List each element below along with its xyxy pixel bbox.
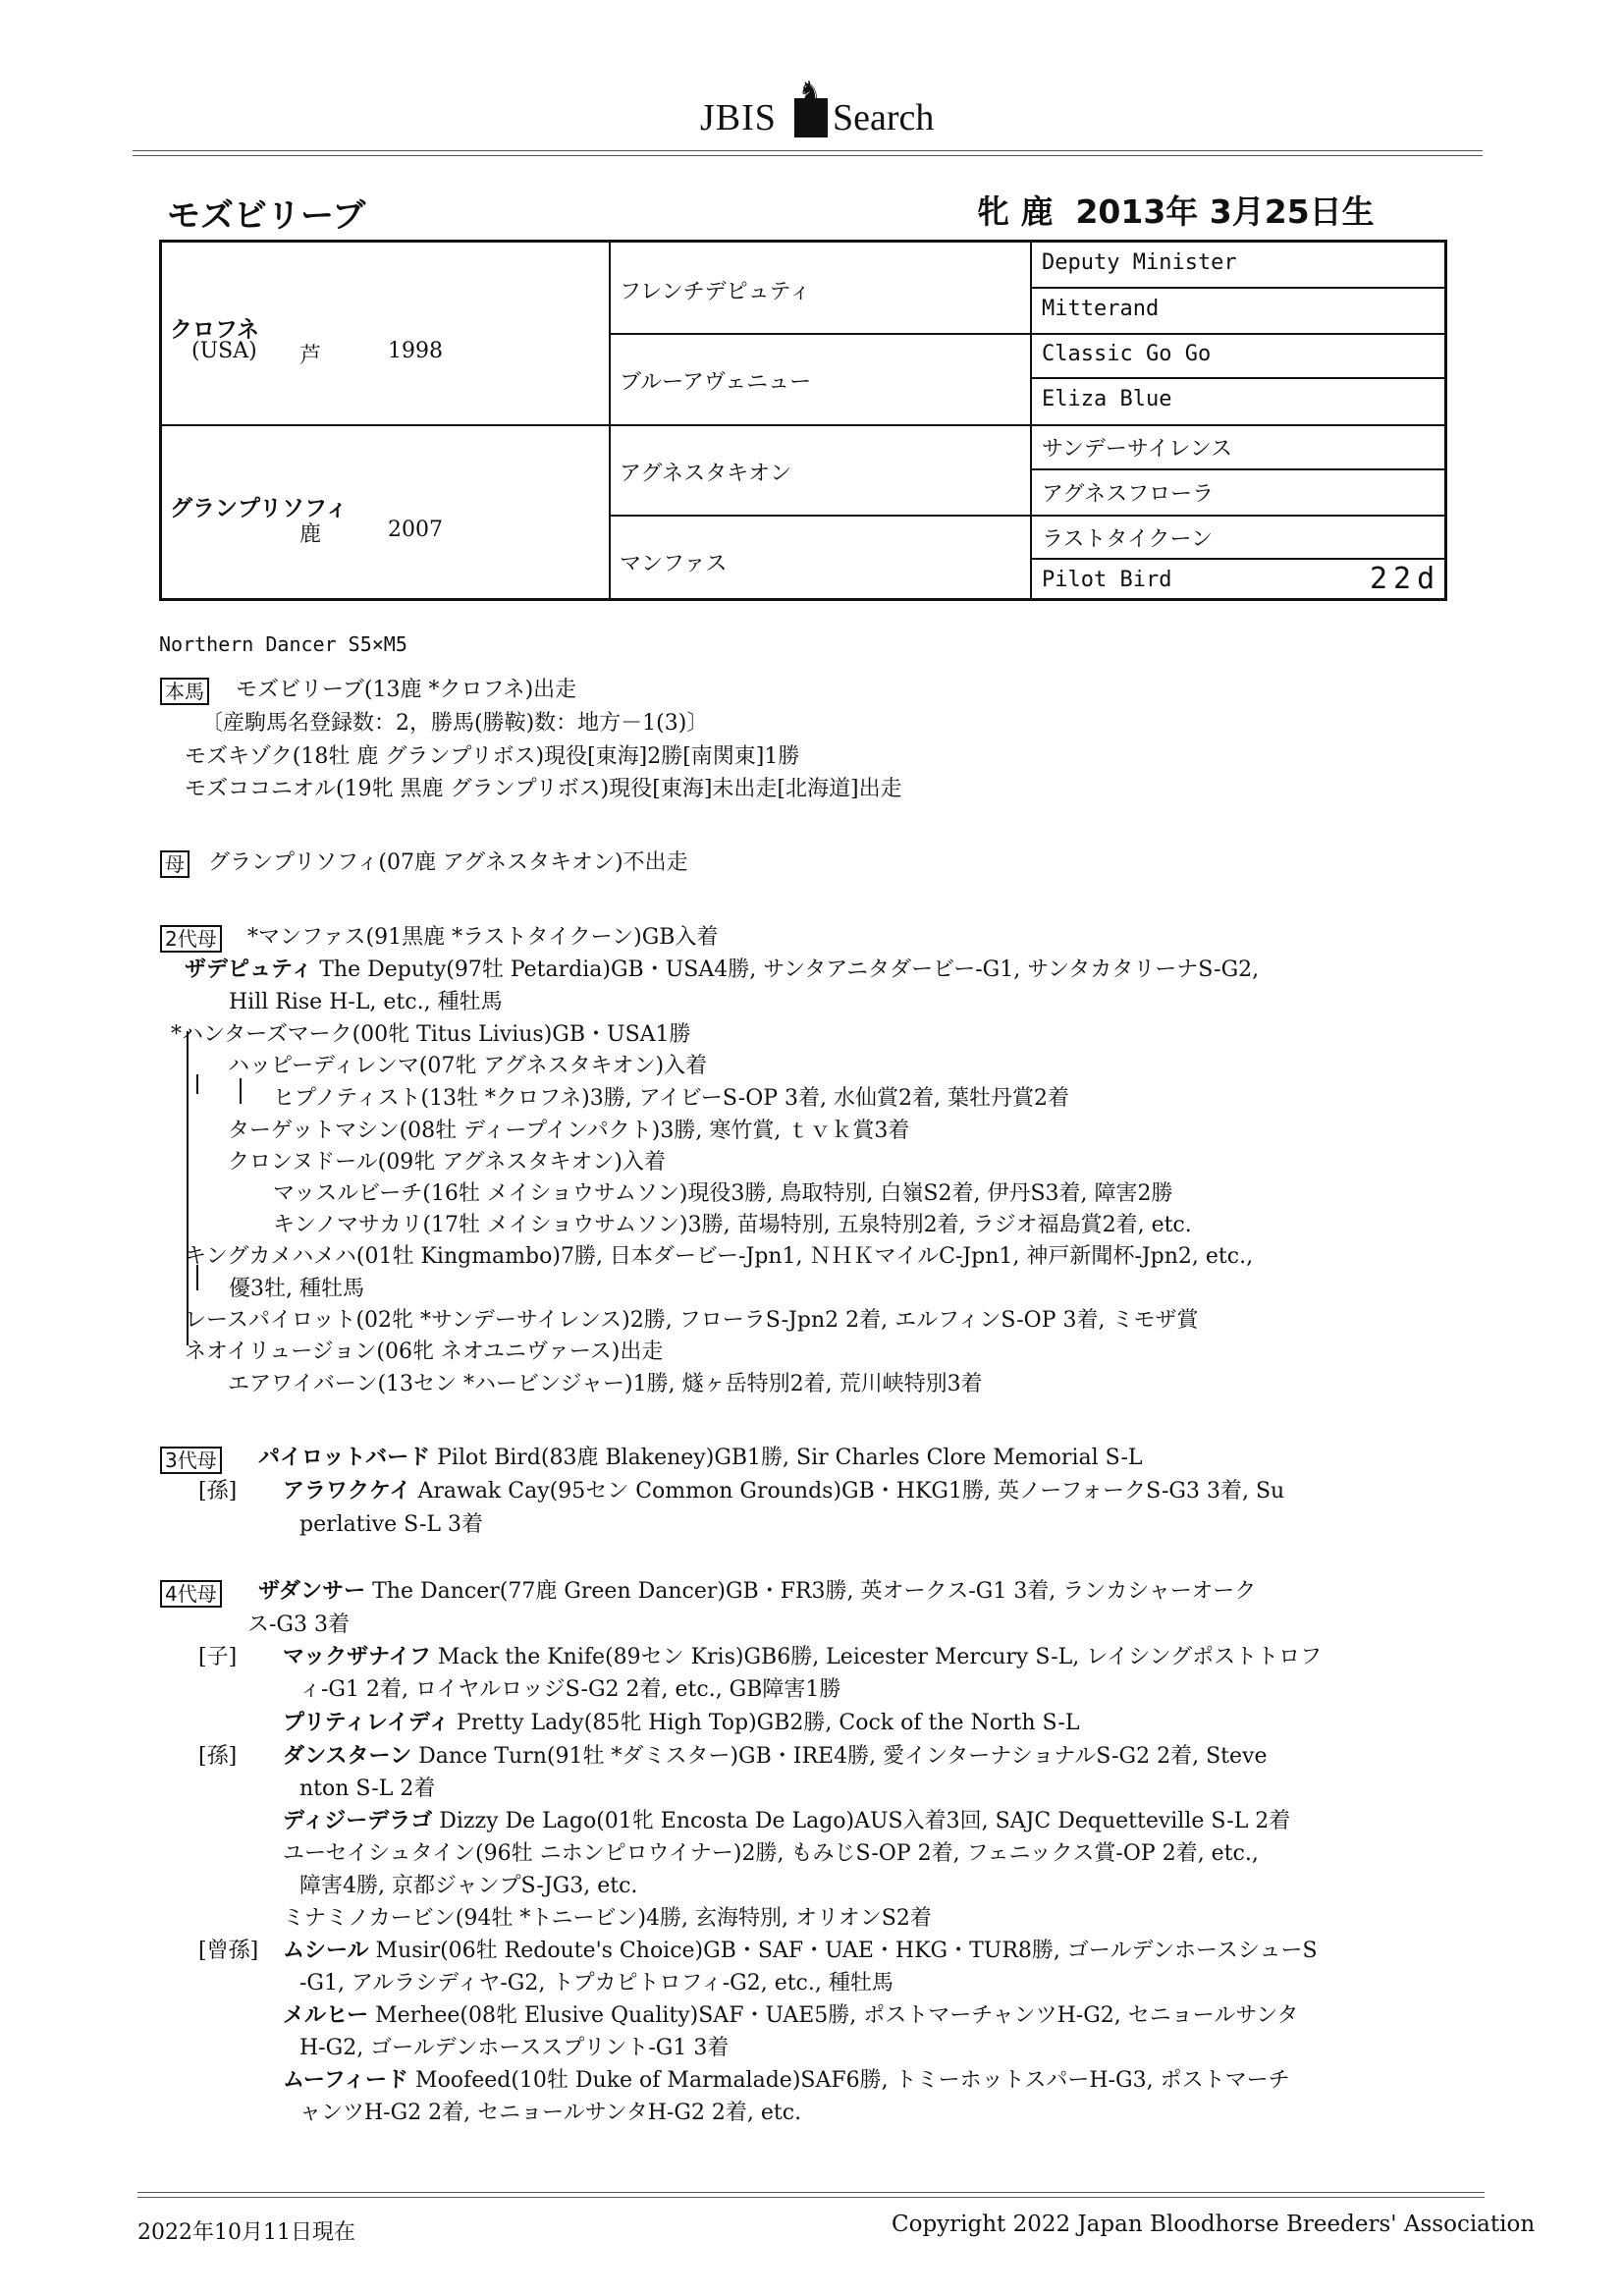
2nd-dam-grandprogeny: クロンヌドール(09牝 アグネスタキオン)入着: [228, 1150, 666, 1175]
horse-name-bold: ザデピュティ: [185, 957, 313, 982]
4th-dam-greatgrandprogeny: ムーフィード Moofeed(10牡 Duke of Marmalade)SAF6勝, トミーホットスパーH-G3, ポストマーチ: [283, 2068, 1290, 2093]
section-tag-honba: 本馬: [160, 678, 209, 705]
pedigree-table: [159, 240, 1447, 601]
2nd-dam-greatgrandprogeny: キンノマサカリ(17牡 メイショウサムソン)3勝, 苗場特別, 五泉特別2着, ラジオ福島賞2着, etc.: [273, 1213, 1192, 1237]
horse-name: モズビリーブ: [167, 196, 366, 236]
4th-dam-grandprogeny: ユーセイシュタイン(96牡 ニホンピロウイナー)2勝, もみじS-OP 2着, フェニックス賞-OP 2着, etc.,: [283, 1841, 1259, 1866]
horse-name-bold: プリティレイディ: [283, 1711, 451, 1735]
2nd-dam-progeny: 優3牡, 種牡馬: [229, 1277, 364, 1301]
section-tag-4th-dam: 4代母: [160, 1580, 222, 1608]
4th-dam-progeny: プリティレイディ Pretty Lady(85牝 High Top)GB2勝, Cock of the North S-L: [283, 1711, 1080, 1735]
section-tag-2nd-dam: 2代母: [160, 925, 222, 953]
dam-year: 2007: [388, 518, 443, 542]
pedigree-gen2-1: フレンチデピュティ: [620, 280, 811, 304]
offspring-line: モズキゾク(18牡 鹿 グランプリボス)現役[東海]2勝[南関東]1勝: [185, 744, 800, 769]
4th-dam-grandprogeny: ダンスターン Dance Turn(91牡 *ダミスター)GB・IRE4勝, 愛インターナショナルS-G2 2着, Steve: [283, 1744, 1268, 1769]
horse-name-bold: ザダンサー: [258, 1579, 366, 1604]
3rd-dam-grandprogeny: perlative S-L 3着: [299, 1512, 484, 1537]
4th-dam-progeny: ィ-G1 2着, ロイヤルロッジS-G2 2着, etc., GB障害1勝: [299, 1677, 841, 1702]
child-label: [子]: [198, 1645, 238, 1669]
horse-name-bold: アラワクケイ: [283, 1479, 411, 1503]
logo-horse-icon: ♞: [798, 77, 822, 106]
3rd-dam-line: パイロットバード Pilot Bird(83鹿 Blakeney)GB1勝, Sir Charles Clore Memorial S-L: [258, 1446, 1143, 1470]
pedigree-gen3-2: Mitterand: [1042, 297, 1160, 321]
2nd-dam-progeny: ザデピュティ The Deputy(97牡 Petardia)GB・USA4勝, サンタアニタダービー-G1, サンタカタリーナS-G2,: [185, 957, 1260, 982]
4th-dam-greatgrandprogeny: H-G2, ゴールデンホーススプリント-G1 3着: [299, 2036, 730, 2060]
4th-dam-greatgrandprogeny: メルヒー Merhee(08牝 Elusive Quality)SAF・UAE5勝, ポストマーチャンツH-G2, セニョールサンタ: [283, 2003, 1299, 2028]
2nd-dam-progeny: ネオイリュージョン(06牝 ネオユニヴァース)出走: [185, 1339, 664, 1364]
2nd-dam-progeny: Hill Rise H-L, etc., 種牡馬: [229, 990, 503, 1014]
4th-dam-line: ス-G3 3着: [247, 1613, 350, 1637]
pedigree-gen3-5: サンデーサイレンス: [1042, 437, 1233, 462]
footer-copyright: Copyright 2022 Japan Bloodhorse Breeders' Association: [892, 2212, 1536, 2237]
pedigree-gen3-3: Classic Go Go: [1042, 342, 1212, 366]
sire-origin: (USA): [191, 339, 257, 363]
2nd-dam-greatgrandprogeny: マッスルビーチ(16牡 メイショウサムソン)現役3勝, 鳥取特別, 白嶺S2着, 伊丹S3着, 障害2勝: [273, 1181, 1173, 1206]
honba-line: モズビリーブ(13鹿 *クロフネ)出走: [236, 678, 577, 702]
horse-name-bold: ムシール: [283, 1939, 369, 1963]
footer-date: 2022年10月11日現在: [137, 2220, 355, 2245]
pedigree-gen3-4: Eliza Blue: [1042, 387, 1172, 411]
2nd-dam-grandprogeny: エアワイバーン(13セン *ハービンジャー)1勝, 燧ヶ岳特別2着, 荒川峡特別3着: [228, 1372, 983, 1396]
pedigree-gen3-8: Pilot Bird: [1042, 568, 1172, 592]
sire-color: 芦: [299, 344, 322, 368]
2nd-dam-progeny: *ハンターズマーク(00牝 Titus Livius)GB・USA1勝: [171, 1022, 691, 1047]
family-number: 22d: [1370, 562, 1441, 596]
inbreeding-note: Northern Dancer S5×M5: [159, 632, 407, 656]
2nd-dam-grandprogeny: ハッピーディレンマ(07牝 アグネスタキオン)入着: [228, 1054, 708, 1078]
horse-name-bold: マックザナイフ: [283, 1645, 431, 1669]
great-grand-label: [曾孫]: [198, 1939, 259, 1963]
grand-label: [孫]: [198, 1744, 238, 1769]
pedigree-gen3-1: Deputy Minister: [1042, 250, 1237, 275]
4th-dam-greatgrandprogeny: -G1, アルラシディヤ-G2, トプカピトロフィ-G2, etc., 種牡馬: [299, 1971, 893, 1995]
horse-name-bold: メルヒー: [283, 2003, 369, 2028]
2nd-dam-grandprogeny: ターゲットマシン(08牡 ディープインパクト)3勝, 寒竹賞, ｔｖｋ賞3着: [228, 1119, 910, 1143]
2nd-dam-progeny: レースパイロット(02牝 *サンデーサイレンス)2勝, フローラS-Jpn2 2着, エルフィンS-OP 3着, ミモザ賞: [185, 1308, 1199, 1333]
dam-line: グランプリソフィ(07鹿 アグネスタキオン)不出走: [208, 850, 688, 875]
pedigree-gen2-3: アグネスタキオン: [620, 462, 792, 486]
2nd-dam-grandprogeny: ヒプノティスト(13牡 *クロフネ)3勝, アイビーS-OP 3着, 水仙賞2着, 葉牡丹賞2着: [273, 1086, 1069, 1111]
pedigree-gen2-2: ブルーアヴェニュー: [620, 370, 812, 395]
sire-year: 1998: [388, 339, 443, 363]
footer-divider: [137, 2192, 1485, 2198]
pedigree-gen3-7: ラストタイクーン: [1042, 527, 1214, 552]
horse-name-bold: ムーフィード: [283, 2068, 409, 2093]
dam-name: グランプリソフィ: [170, 496, 349, 521]
3rd-dam-grandprogeny: アラワクケイ Arawak Cay(95セン Common Grounds)GB・HKG1勝, 英ノーフォークS-G3 3着, Su: [283, 1479, 1285, 1503]
4th-dam-grandprogeny: 障害4勝, 京都ジャンプS-JG3, etc.: [299, 1874, 638, 1898]
section-tag-haha: 母: [160, 850, 189, 878]
horse-name-bold: パイロットバード: [258, 1446, 431, 1470]
4th-dam-progeny: マックザナイフ Mack the Knife(89セン Kris)GB6勝, Leicester Mercury S-L, レイシングポストトロフ: [283, 1645, 1323, 1669]
2nd-dam-line: *マンファス(91黒鹿 *ラストタイクーン)GB入着: [247, 925, 719, 950]
header-divider: [133, 150, 1483, 156]
pedigree-gen3-6: アグネスフローラ: [1042, 482, 1215, 507]
4th-dam-grandprogeny: ミナミノカービン(94牡 *トニービン)4勝, 玄海特別, オリオンS2着: [283, 1906, 932, 1931]
4th-dam-grandprogeny: ディジーデラゴ Dizzy De Lago(01牝 Encosta De Lago)AUS入着3回, SAJC Dequetteville S-L 2着: [283, 1809, 1291, 1833]
horse-name-bold: ダンスターン: [283, 1744, 412, 1769]
section-tag-3rd-dam: 3代母: [160, 1447, 222, 1474]
logo-jbis-text: JBIS: [700, 97, 777, 138]
horse-name-bold: ディジーデラゴ: [283, 1809, 433, 1833]
horse-sex-color-birthdate: 牝 鹿 2013年 3月25日生: [977, 192, 1375, 231]
4th-dam-greatgrandprogeny: ャンツH-G2 2着, セニョールサンタH-G2 2着, etc.: [299, 2101, 802, 2125]
offspring-summary: 〔産駒馬名登録数：2，勝馬(勝鞍)数：地方－1(3)〕: [201, 711, 709, 736]
offspring-line: モズココニオル(19牝 黒鹿 グランプリボス)現役[東海]未出走[北海道]出走: [185, 777, 902, 801]
grand-label: [孫]: [198, 1479, 238, 1503]
2nd-dam-progeny: キングカメハメハ(01牡 Kingmambo)7勝, 日本ダービー-Jpn1, ＮＨＫマイルC-Jpn1, 神戸新聞杯-Jpn2, etc.,: [185, 1244, 1254, 1269]
pedigree-gen2-4: マンファス: [620, 552, 728, 576]
dam-color: 鹿: [299, 522, 322, 547]
sire-name: クロフネ: [170, 317, 260, 343]
logo-search-text: Search: [833, 97, 935, 138]
4th-dam-line: ザダンサー The Dancer(77鹿 Green Dancer)GB・FR3勝, 英オークス-G1 3着, ランカシャーオーク: [258, 1579, 1257, 1604]
4th-dam-grandprogeny: nton S-L 2着: [299, 1777, 436, 1801]
4th-dam-greatgrandprogeny: ムシール Musir(06牡 Redoute's Choice)GB・SAF・UAE・HKG・TUR8勝, ゴールデンホースシューS: [283, 1939, 1318, 1963]
jbis-search-logo: [700, 77, 936, 145]
